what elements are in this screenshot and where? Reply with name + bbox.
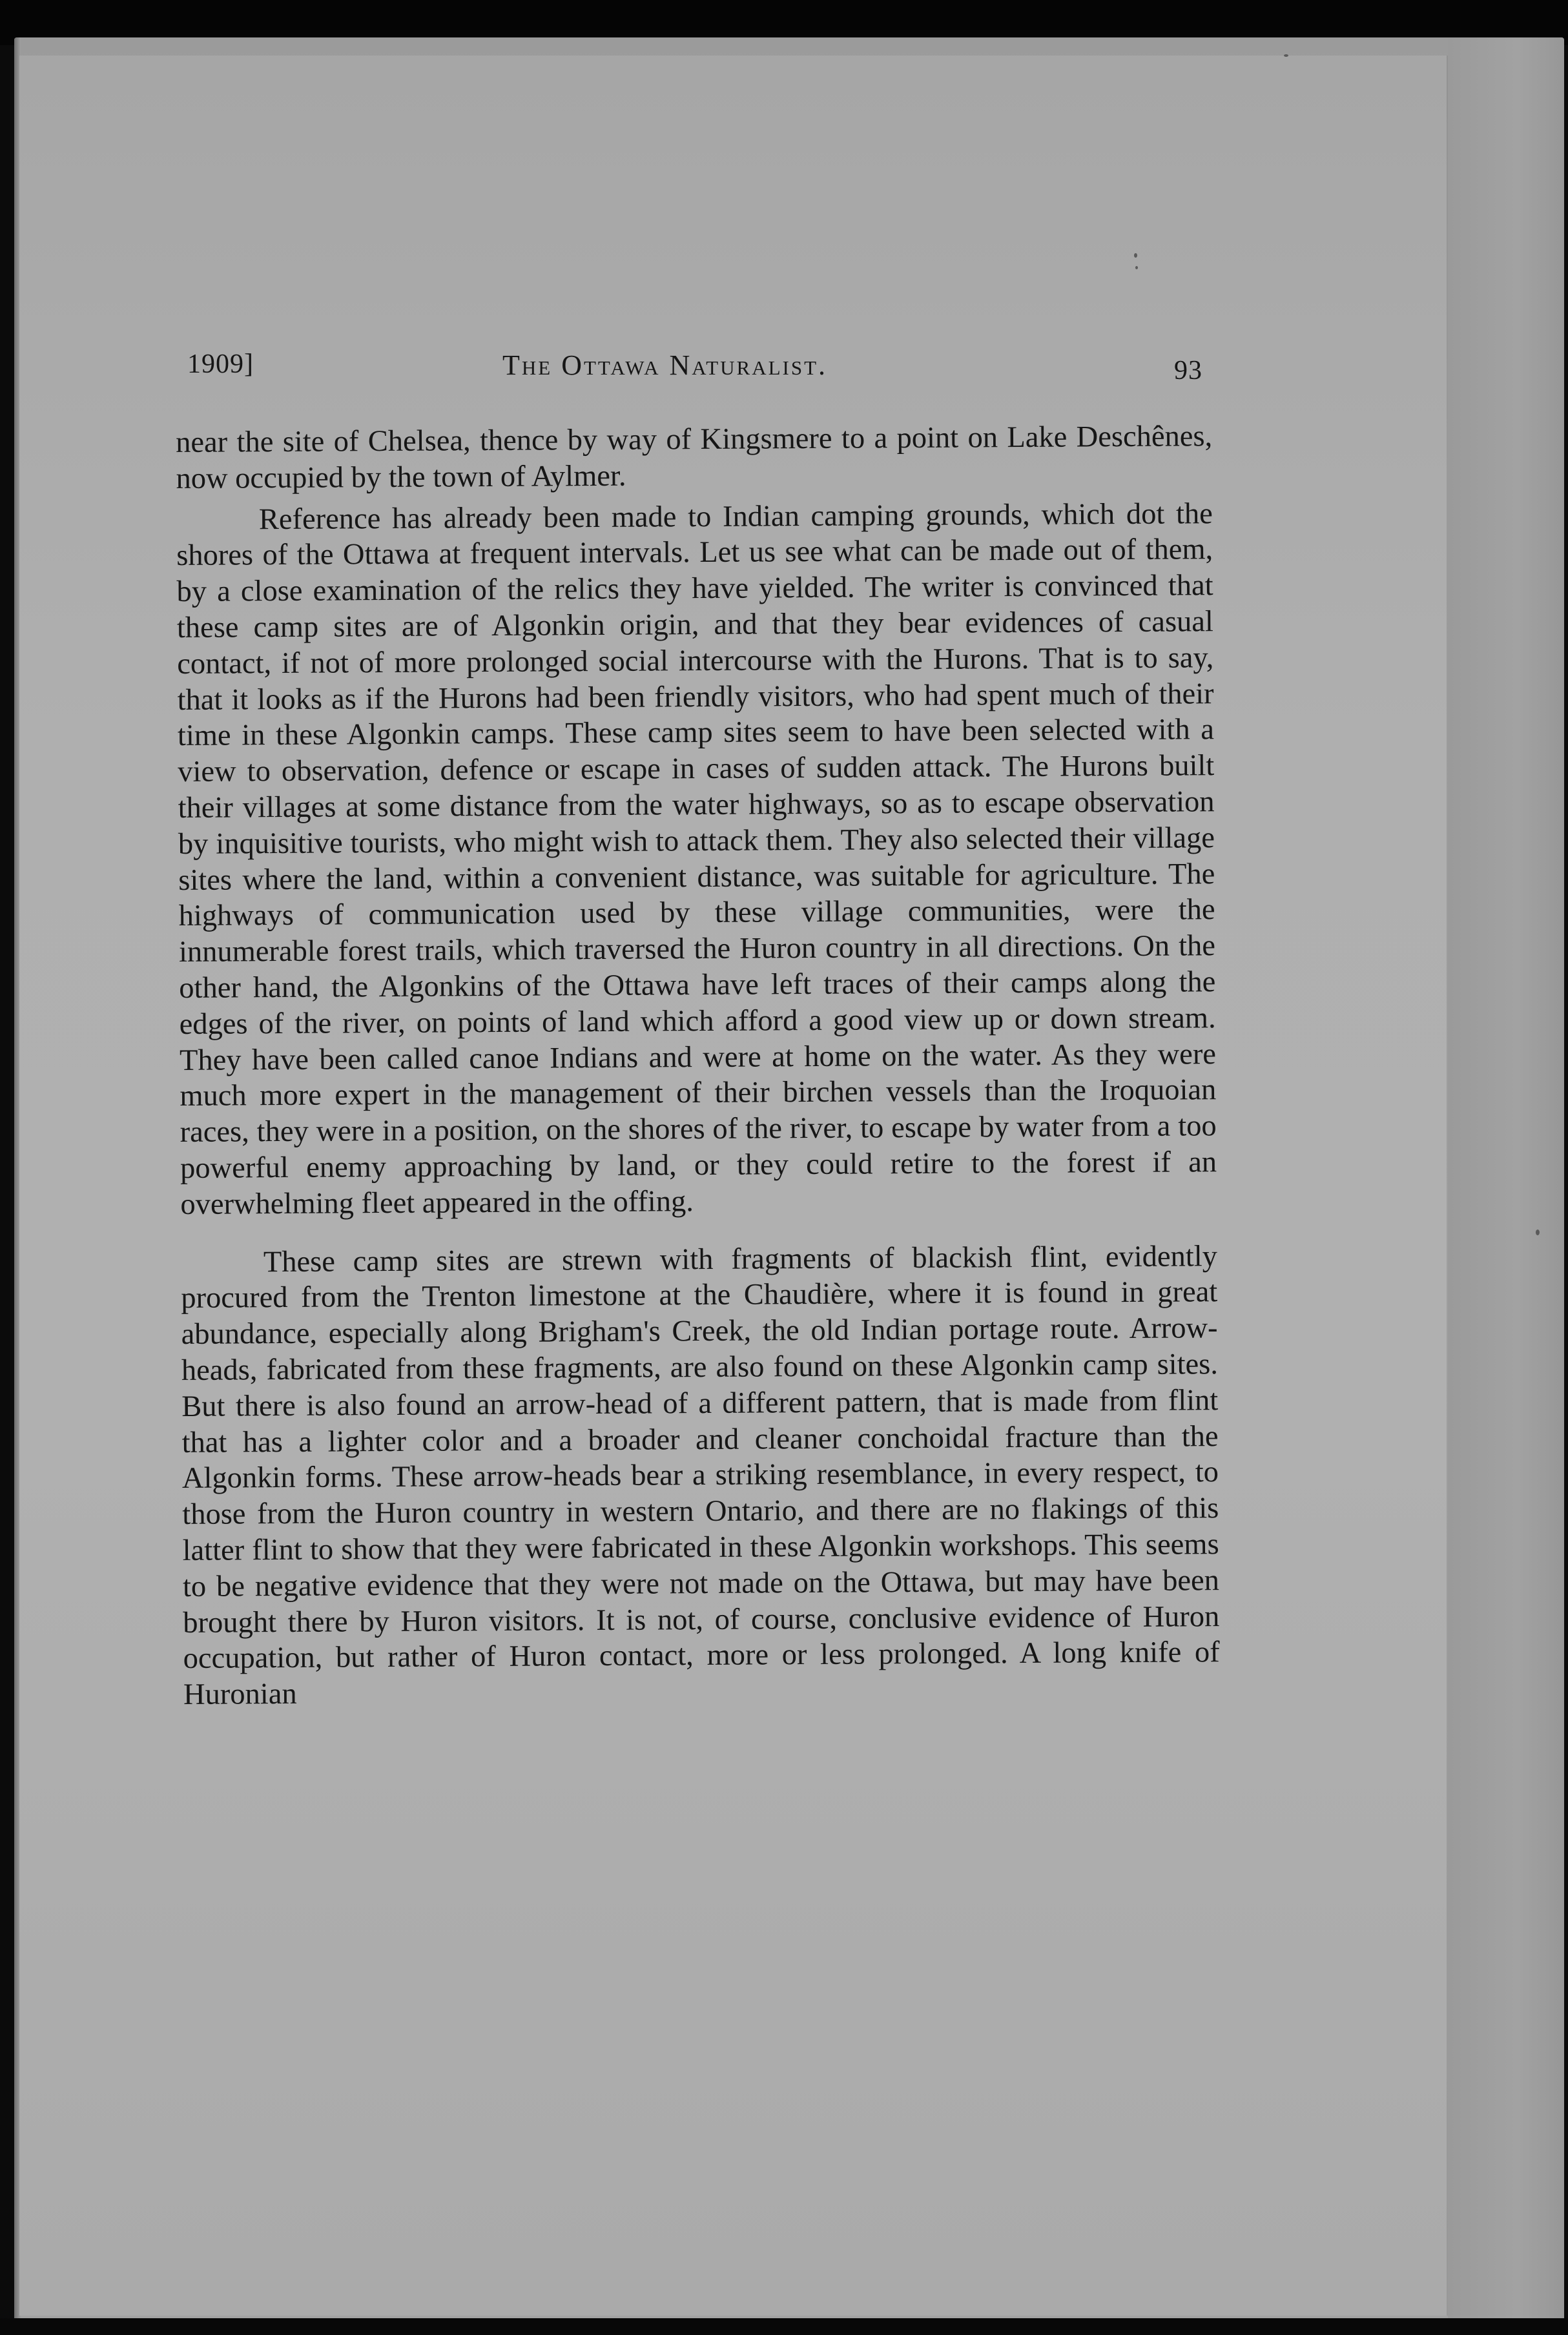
dust-speck xyxy=(1536,1229,1540,1235)
running-header xyxy=(187,349,1221,387)
dust-speck xyxy=(1134,253,1137,258)
paragraph-continuation: near the site of Chelsea, thence by way of Kingsmere to a point on Lake Deschênes, now occupied by the town of Aylmer. xyxy=(176,420,1213,495)
dust-speck xyxy=(1284,54,1288,57)
body-text xyxy=(176,418,1220,1713)
paragraph-camp-sites-flint: These camp sites are strewn with fragments of blackish flint, evidently procured from the Trenton limestone at the Chaudière, where it is found in great abundance, especially along Brigham's Creek, the old Indian portage route. Arrow-heads, fabricated from these fragments, are also found on these Algonkin camp sites. But there is also found an arrow-head of a different pattern, that is made from flint that has a lighter color and a broader and cleaner conchoidal fracture than the Algonkin forms. These arrow-heads bear a striking resemblance, in every respect, to those from the Huron country in western Ontario, and there are no flakings of this latter flint to show that they were fabricated in these Algonkin workshops. This seems to be negative evidence that they were not made on the Ottawa, but may have been brought there by Huron visitors. It is not, of course, conclusive evidence of Huron occupation, but rather of Huron contact, more or less prolonged. A long knife of Huronian xyxy=(181,1239,1220,1712)
paper-margin-strip xyxy=(1448,37,1564,2320)
paragraph-camping-grounds: Reference has already been made to Indian camping grounds, which dot the shores of the Ottawa at frequent intervals. Let us see what can be made out of them, by a close examination of the relics they have yielded. The writer is convinced that these camp sites are of Algonkin origin, and that they bear evidences of casual contact, if not of more prolonged social intercourse with the Hurons. That is to say, that it looks as if the Hurons had been friendly visitors, who had spent much of their time in these Algonkin camps. These camp sites seem to have been selected with a view to observation, defence or escape in cases of sudden attack. The Hurons built their villages at some distance from the water highways, so as to escape observation by inquisitive tourists, who might wish to attack them. They also selected their village sites where the land, within a convenient distance, was suitable for agriculture. The highways of communication used by these village communities, were the innumerable forest trails, which traversed the Huron country in all directions. On the other hand, the Algonkins of the Ottawa have left traces of their camps along the edges of the river, on points of land which afford a good view up or down stream. They have been called canoe Indians and were at home on the water. As they were much more expert in the management of their birchen vessels than the Iroquoian races, they were in a position, on the shores of the river, to escape by water from a too powerful enemy approaching by land, or they could retire to the forest if an overwhelming fleet appeared in the offing. xyxy=(176,497,1217,1221)
dust-speck xyxy=(1135,266,1138,269)
scan-bottom-border xyxy=(0,2318,1568,2335)
header-year: 1909] xyxy=(187,349,254,379)
page-number: 93 xyxy=(1174,356,1202,386)
journal-title: The Ottawa Naturalist. xyxy=(502,349,828,381)
